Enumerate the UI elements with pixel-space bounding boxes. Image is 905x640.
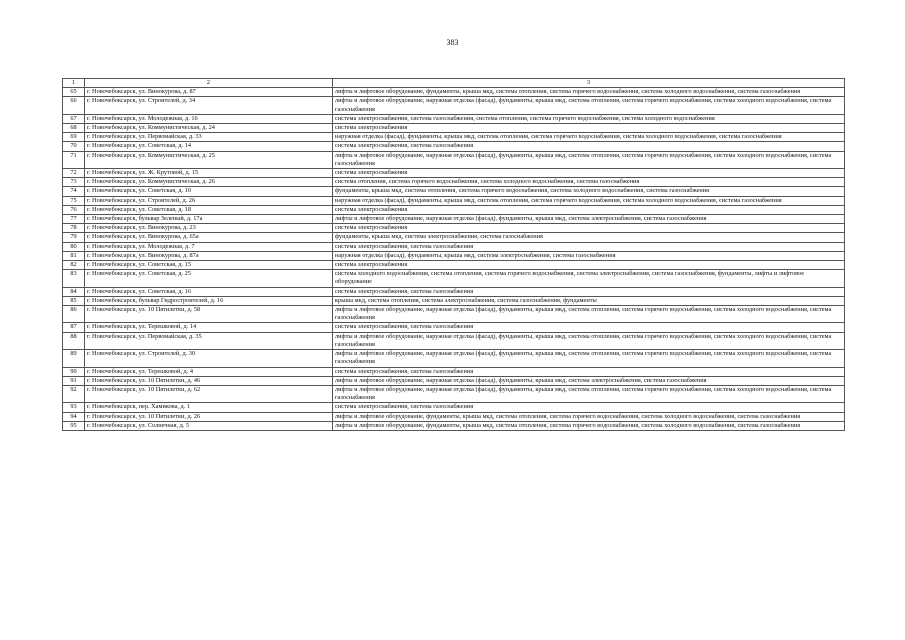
- row-number: 94: [63, 412, 85, 421]
- row-works: лифты и лифтовое оборудование, фундаменты, крыша мкд, система отопления, система горячего водоснабжения, система холодного водоснабжения, система газоснабжения: [333, 412, 845, 421]
- table-row: [63, 421, 845, 430]
- table-row: [63, 296, 845, 305]
- table-row: [63, 242, 845, 251]
- row-address: г. Новочебоксарск, ул. Молодежная, д. 16: [85, 114, 333, 123]
- row-address: г. Новочебоксарск, ул. Винокурова, д. 87а: [85, 251, 333, 260]
- row-address: г. Новочебоксарск, ул. Винокурова, д. 65а: [85, 233, 333, 242]
- table-row: [63, 205, 845, 214]
- row-works: лифты и лифтовое оборудование, наружная отделка (фасад), фундаменты, крыша мкд, система отопления, система горячего водоснабжения, система холодного водоснабжения, система газоснабжения: [333, 385, 845, 402]
- row-address: г. Новочебоксарск, ул. Терешковой, д. 4: [85, 367, 333, 376]
- row-works: система электроснабжения, система газоснабжения: [333, 287, 845, 296]
- row-number: 87: [63, 323, 85, 332]
- row-works: наружная отделка (фасад), фундаменты, крыша мкд, система отопления, система горячего водоснабжения, система холодного водоснабжения, система газоснабжения: [333, 196, 845, 205]
- table-row: [63, 350, 845, 367]
- row-number: 92: [63, 385, 85, 402]
- row-works: система холодного водоснабжения, система отопления, система горячего водоснабжения, система электроснабжения, система газоснабжения, фундаменты, лифты и лифтовое оборудование: [333, 270, 845, 287]
- table-body: [63, 88, 845, 431]
- row-works: система электроснабжения: [333, 124, 845, 133]
- table-row: [63, 412, 845, 421]
- repair-registry-table: [62, 78, 845, 431]
- row-number: 65: [63, 88, 85, 97]
- table-row: [63, 306, 845, 323]
- table-row: [63, 287, 845, 296]
- row-number: 84: [63, 287, 85, 296]
- row-number: 68: [63, 124, 85, 133]
- column-header-works: 3: [333, 79, 845, 88]
- table-row: [63, 385, 845, 402]
- row-works: фундаменты, крыша мкд, система отопления, система горячего водоснабжения, система холодного водоснабжения, система газоснабжения: [333, 187, 845, 196]
- row-works: фундаменты, крыша мкд, система электроснабжения, система газоснабжения: [333, 233, 845, 242]
- row-number: 81: [63, 251, 85, 260]
- row-works: лифты и лифтовое оборудование, наружная отделка (фасад), фундаменты, крыша мкд, система отопления, система горячего водоснабжения, система холодного водоснабжения, система газоснабжения: [333, 332, 845, 349]
- row-number: 77: [63, 215, 85, 224]
- table-row: [63, 233, 845, 242]
- row-works: система электроснабжения, система газоснабжения: [333, 367, 845, 376]
- row-works: система электроснабжения, система газоснабжения: [333, 403, 845, 412]
- table-row: [63, 332, 845, 349]
- table-row: [63, 251, 845, 260]
- column-header-number: 1: [63, 79, 85, 88]
- row-works: система электроснабжения, система газоснабжения, система отопления, система горячего водоснабжения, система холодного водоснабжения: [333, 114, 845, 123]
- row-number: 78: [63, 224, 85, 233]
- row-works: лифты и лифтовое оборудование, наружная отделка (фасад), фундаменты, крыша мкд, система отопления, система горячего водоснабжения, система холодного водоснабжения, система газоснабжения: [333, 151, 845, 168]
- row-address: г. Новочебоксарск, ул. Коммунистическая, д. 24: [85, 124, 333, 133]
- row-address: г. Новочебоксарск, ул. 10 Пятилетки, д. 62: [85, 385, 333, 402]
- row-works: лифты и лифтовое оборудование, наружная отделка (фасад), фундаменты, крыша мкд, система отопления, система горячего водоснабжения, система холодного водоснабжения, система газоснабжения: [333, 97, 845, 114]
- row-number: 69: [63, 133, 85, 142]
- table-row: [63, 178, 845, 187]
- row-number: 66: [63, 97, 85, 114]
- row-address: г. Новочебоксарск, ул. 10 Пятилетки, д. 58: [85, 306, 333, 323]
- row-number: 95: [63, 421, 85, 430]
- column-header-address: 2: [85, 79, 333, 88]
- row-number: 71: [63, 151, 85, 168]
- table-row: [63, 215, 845, 224]
- row-number: 90: [63, 367, 85, 376]
- row-number: 74: [63, 187, 85, 196]
- table-row: [63, 97, 845, 114]
- table-row: [63, 376, 845, 385]
- row-address: г. Новочебоксарск, ул. Советская, д. 14: [85, 142, 333, 151]
- row-works: система электроснабжения: [333, 261, 845, 270]
- row-works: лифты и лифтовое оборудование, фундаменты, крыша мкд, система отопления, система горячего водоснабжения, система холодного водоснабжения, система газоснабжения: [333, 421, 845, 430]
- row-number: 93: [63, 403, 85, 412]
- table-row: [63, 403, 845, 412]
- table-row: [63, 169, 845, 178]
- table-row: [63, 187, 845, 196]
- row-works: система электроснабжения: [333, 205, 845, 214]
- table-row: [63, 114, 845, 123]
- table-row: [63, 196, 845, 205]
- row-address: г. Новочебоксарск, пер. Хамикова, д. 1: [85, 403, 333, 412]
- row-address: г. Новочебоксарск, ул. Ж. Крутовой, д. 15: [85, 169, 333, 178]
- table-header-row: [63, 79, 845, 88]
- row-works: наружная отделка (фасад), фундаменты, крыша мкд, система отопления, система горячего водоснабжения, система холодного водоснабжения, система газоснабжения: [333, 133, 845, 142]
- row-address: г. Новочебоксарск, ул. Советская, д. 18: [85, 205, 333, 214]
- row-address: г. Новочебоксарск, ул. Винокурова, д. 23: [85, 224, 333, 233]
- row-works: наружная отделка (фасад), фундаменты, крыша мкд, система электроснабжения, система газоснабжения: [333, 251, 845, 260]
- row-address: г. Новочебоксарск, ул. Советская, д. 25: [85, 270, 333, 287]
- row-address: г. Новочебоксарск, бульвар Гидростроителей, д. 16: [85, 296, 333, 305]
- row-works: крыша мкд, система отопления, система электроснабжения, система газоснабжения, фундаменты: [333, 296, 845, 305]
- row-address: г. Новочебоксарск, ул. Строителей, д. 34: [85, 97, 333, 114]
- row-address: г. Новочебоксарск, бульвар Зеленый, д. 17а: [85, 215, 333, 224]
- table-row: [63, 224, 845, 233]
- row-number: 79: [63, 233, 85, 242]
- page-number: 383: [446, 38, 459, 47]
- row-address: г. Новочебоксарск, ул. Строителей, д. 30: [85, 350, 333, 367]
- row-number: 83: [63, 270, 85, 287]
- row-works: лифты и лифтовое оборудование, наружная отделка (фасад), фундаменты, крыша мкд, система отопления, система горячего водоснабжения, система холодного водоснабжения, система газоснабжения: [333, 350, 845, 367]
- row-number: 67: [63, 114, 85, 123]
- table-row: [63, 124, 845, 133]
- table-row: [63, 88, 845, 97]
- row-address: г. Новочебоксарск, ул. 10 Пятилетки, д. 46: [85, 376, 333, 385]
- row-address: г. Новочебоксарск, ул. Коммунистическая, д. 26: [85, 178, 333, 187]
- row-address: г. Новочебоксарск, ул. 10 Пятилетки, д. 26: [85, 412, 333, 421]
- row-address: г. Новочебоксарск, ул. Коммунистическая, д. 25: [85, 151, 333, 168]
- row-works: система электроснабжения: [333, 169, 845, 178]
- row-number: 72: [63, 169, 85, 178]
- row-works: система отопления, система горячего водоснабжения, система холодного водоснабжения, система газоснабжения: [333, 178, 845, 187]
- row-number: 82: [63, 261, 85, 270]
- row-number: 89: [63, 350, 85, 367]
- row-works: система электроснабжения, система газоснабжения: [333, 142, 845, 151]
- table-row: [63, 270, 845, 287]
- row-number: 76: [63, 205, 85, 214]
- row-number: 91: [63, 376, 85, 385]
- row-address: г. Новочебоксарск, ул. Терешковой, д. 14: [85, 323, 333, 332]
- row-address: г. Новочебоксарск, ул. Солнечная, д. 5: [85, 421, 333, 430]
- row-address: г. Новочебоксарск, ул. Молодежная, д. 7: [85, 242, 333, 251]
- row-works: система электроснабжения, система газоснабжения: [333, 323, 845, 332]
- table-row: [63, 133, 845, 142]
- table-row: [63, 151, 845, 168]
- table-row: [63, 323, 845, 332]
- row-works: лифты и лифтовое оборудование, наружная отделка (фасад), фундаменты, крыша мкд, система электроснабжения, система газоснабжения: [333, 376, 845, 385]
- row-works: лифты и лифтовое оборудование, фундаменты, крыша мкд, система отопления, система горячего водоснабжения, система холодного водоснабжения, система газоснабжения: [333, 88, 845, 97]
- row-works: система электроснабжения: [333, 224, 845, 233]
- row-address: г. Новочебоксарск, ул. Первомайская, д. 33: [85, 133, 333, 142]
- row-number: 73: [63, 178, 85, 187]
- row-address: г. Новочебоксарск, ул. Советская, д. 16: [85, 287, 333, 296]
- row-address: г. Новочебоксарск, ул. Советская, д. 15: [85, 261, 333, 270]
- row-number: 70: [63, 142, 85, 151]
- row-address: г. Новочебоксарск, ул. Первомайская, д. 35: [85, 332, 333, 349]
- row-address: г. Новочебоксарск, ул. Советская, д. 10: [85, 187, 333, 196]
- row-address: г. Новочебоксарск, ул. Строителей, д. 26: [85, 196, 333, 205]
- table-row: [63, 142, 845, 151]
- row-number: 85: [63, 296, 85, 305]
- row-number: 80: [63, 242, 85, 251]
- table-row: [63, 367, 845, 376]
- row-works: система электроснабжения, система газоснабжения: [333, 242, 845, 251]
- row-number: 75: [63, 196, 85, 205]
- row-works: лифты и лифтовое оборудование, наружная отделка (фасад), фундаменты, крыша мкд, система электроснабжения, система газоснабжения: [333, 215, 845, 224]
- row-number: 88: [63, 332, 85, 349]
- table-row: [63, 261, 845, 270]
- row-works: лифты и лифтовое оборудование, наружная отделка (фасад), фундаменты, крыша мкд, система отопления, система горячего водоснабжения, система холодного водоснабжения, система газоснабжения: [333, 306, 845, 323]
- row-number: 86: [63, 306, 85, 323]
- row-address: г. Новочебоксарск, ул. Винокурова, д. 87: [85, 88, 333, 97]
